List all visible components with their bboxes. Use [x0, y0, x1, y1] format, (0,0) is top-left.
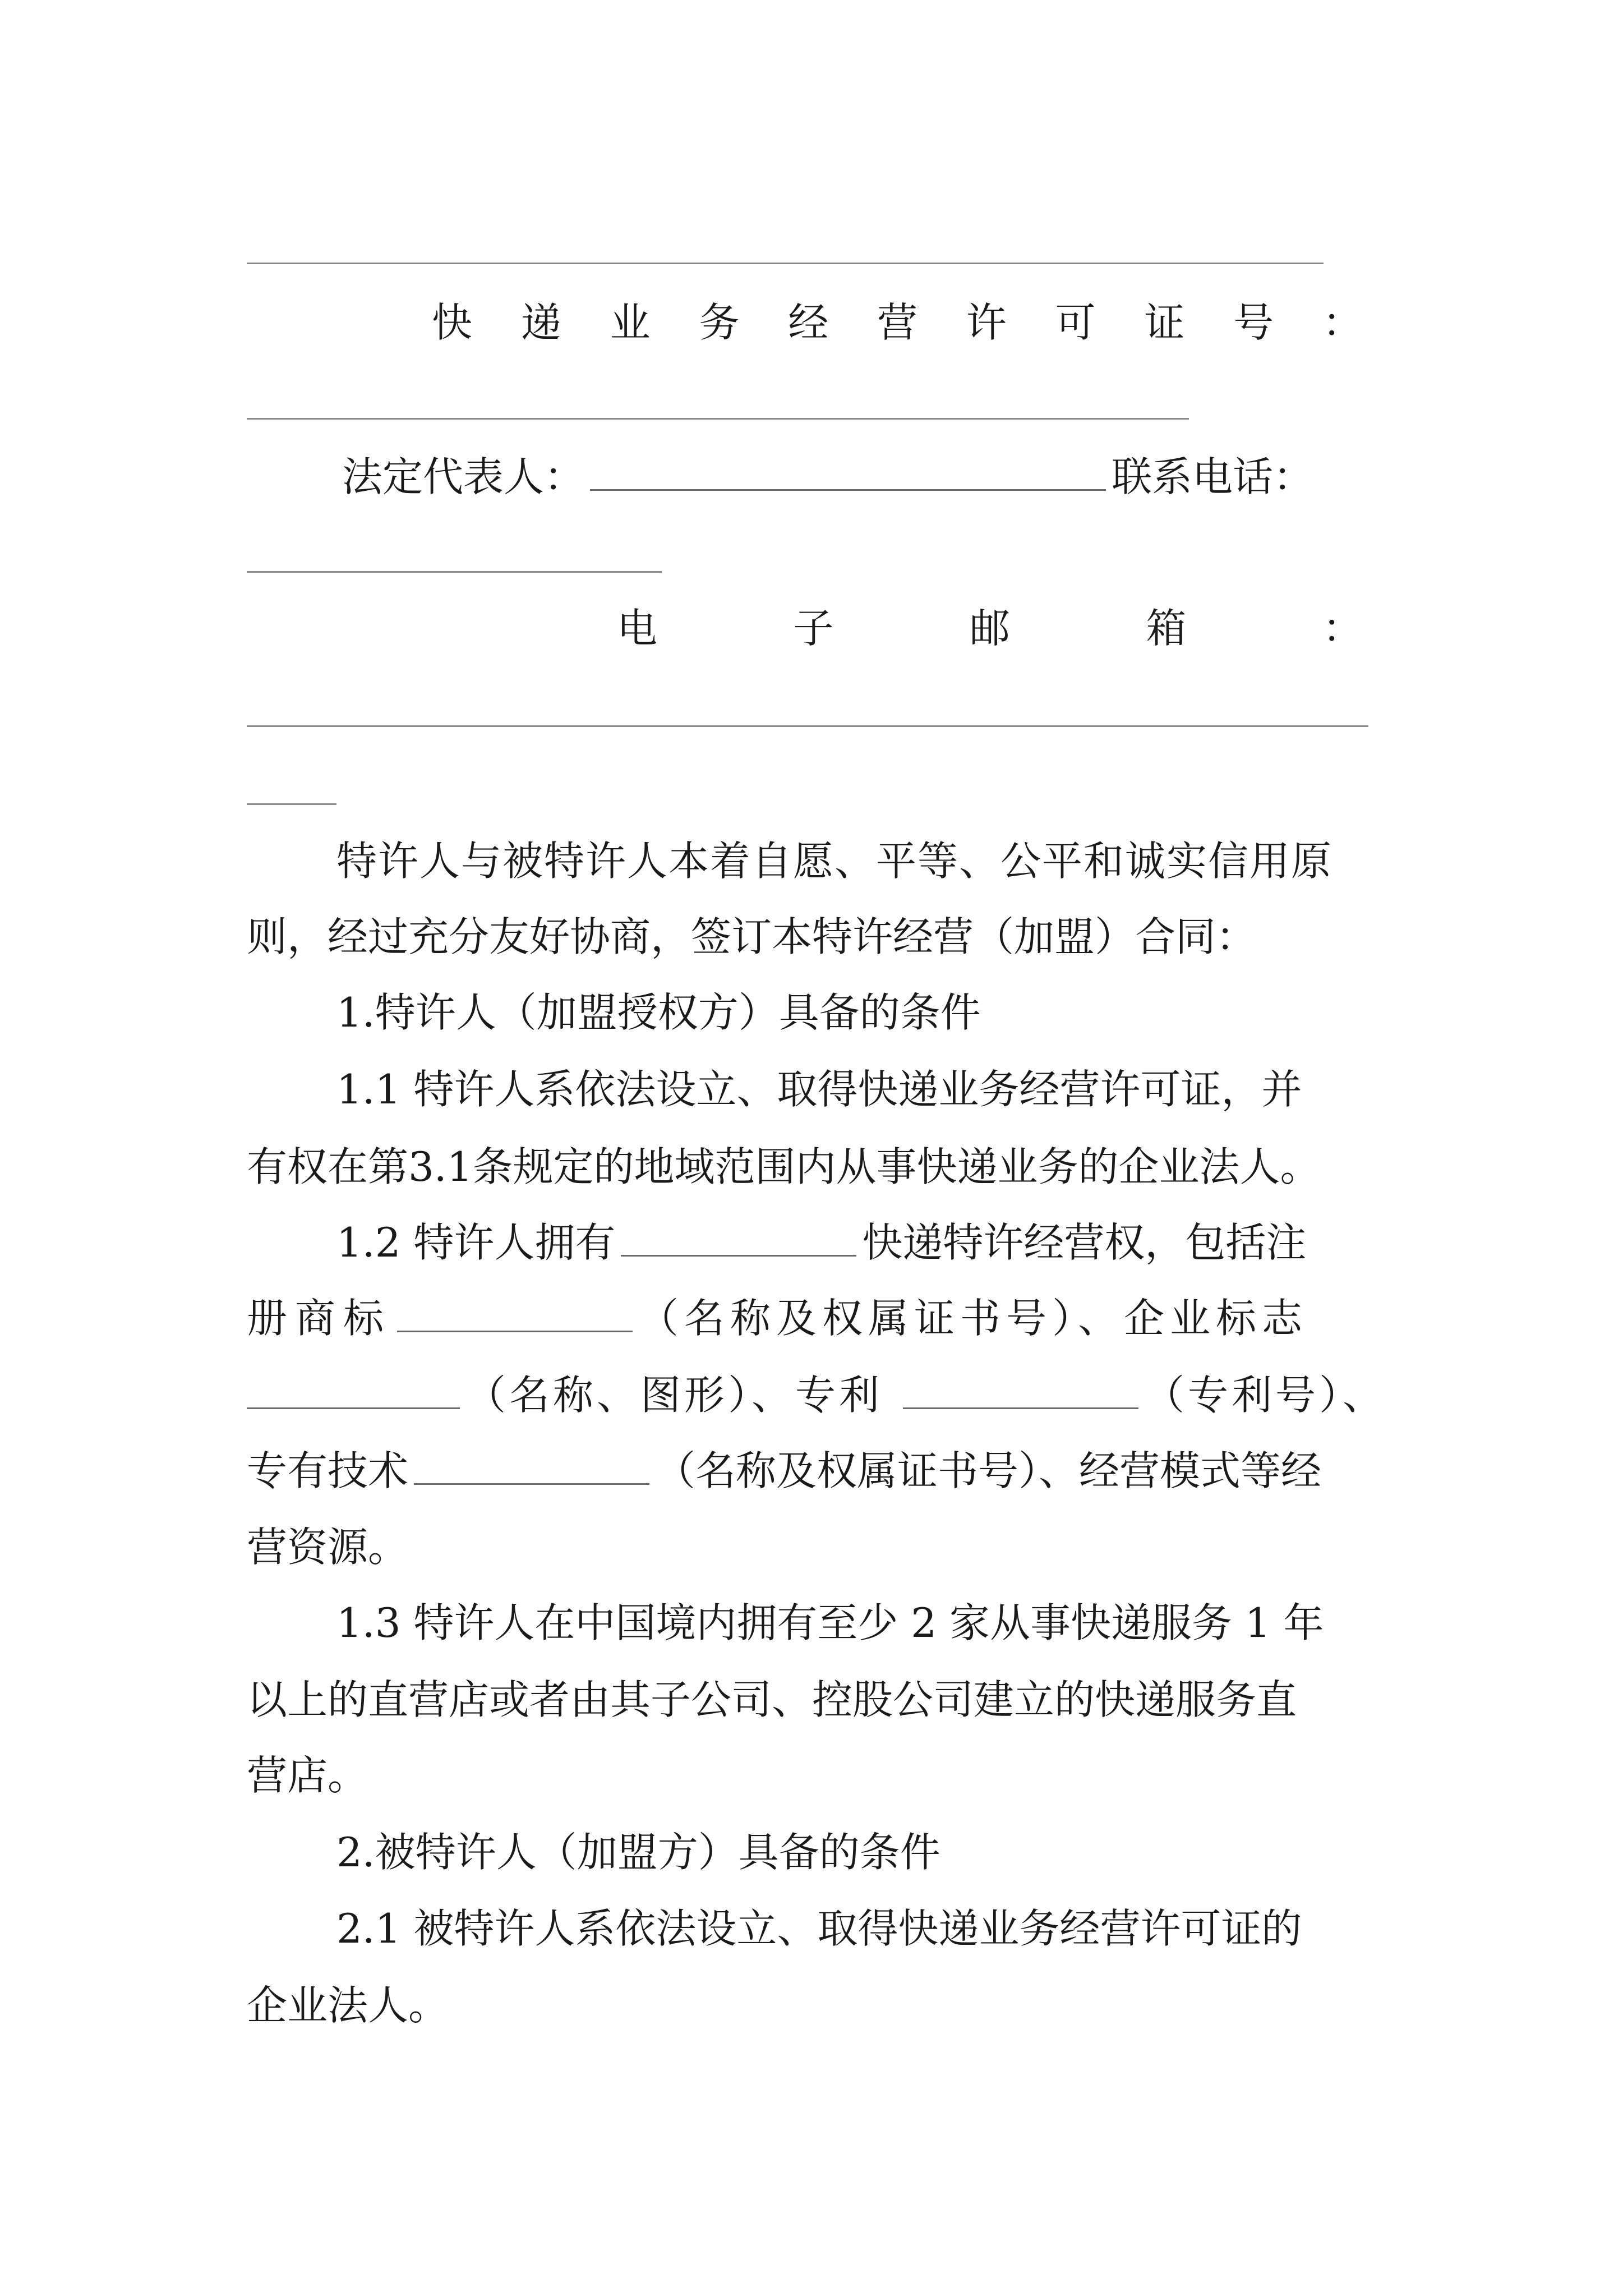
char: 营: [877, 299, 917, 346]
license-number-blank: [247, 418, 1189, 420]
s1-2-text: 快递特许经营权，包括注: [862, 1219, 1307, 1266]
s2-1-line-1: 2.1 被特许人系依法设立、取得快递业务经营许可证的: [336, 1905, 1302, 1952]
legal-rep-label: 法定代表人：: [342, 453, 585, 500]
patent-blank[interactable]: [903, 1367, 1138, 1409]
know-how-blank[interactable]: [414, 1443, 649, 1485]
license-number-label: [432, 295, 1363, 351]
s1-2-line-2: [247, 1290, 1391, 1346]
s1-2-line-4: [247, 1443, 1391, 1499]
s1-2-text: 1.2 特许人拥有: [336, 1219, 616, 1266]
s1-2-text: 专有技术: [247, 1447, 409, 1494]
s1-3-line-2: 以上的直营店或者由其子公司、控股公司建立的快递服务直: [247, 1676, 1297, 1723]
email-blank: [247, 725, 1368, 727]
s1-3-line-3: 营店。: [247, 1752, 368, 1799]
email-blank-tail: [247, 803, 336, 805]
intro-text-2: 则，经过充分友好协商，签订本特许经营（加盟）合同：: [247, 913, 1257, 960]
intro-text-1: 特许人与被特许人本着自愿、平等、公平和诚实信用原: [336, 838, 1333, 885]
s2-1-line-2: 企业法人。: [247, 1982, 449, 2029]
char: 务: [699, 299, 740, 346]
franchise-name-blank[interactable]: [621, 1214, 856, 1257]
s1-3-line-1: 1.3 特许人在中国境内拥有至少 2 家从事快递服务 1 年: [336, 1599, 1324, 1646]
section-2-heading: 2.被特许人（加盟方）具备的条件: [336, 1829, 940, 1876]
char: 证: [1144, 299, 1185, 346]
s1-2-text: 册商标: [247, 1295, 392, 1342]
logo-blank[interactable]: [247, 1367, 460, 1409]
char: ：: [1322, 299, 1363, 346]
char: ：: [1322, 605, 1363, 652]
phone-blank: [247, 571, 662, 573]
char: 邮: [969, 605, 1010, 652]
char: 许: [966, 299, 1007, 346]
intro-line-2: [247, 909, 1391, 965]
char: 递: [520, 299, 561, 346]
s1-2-text: （名称、图形）、专利: [465, 1372, 883, 1419]
char: 号: [1233, 299, 1274, 346]
s1-2-line-5: 营资源。: [247, 1524, 409, 1571]
trademark-blank[interactable]: [397, 1290, 633, 1332]
char: 可: [1055, 299, 1096, 346]
s1-1-line-1: 1.1 特许人系依法设立、取得快递业务经营许可证，并: [336, 1066, 1302, 1113]
top-rule: [247, 263, 1324, 264]
s1-1-line-2: 有权在第3.1条规定的地域范围内从事快递业务的企业法人。: [247, 1143, 1321, 1190]
char: 箱: [1146, 605, 1187, 652]
s1-2-text: （名称及权属证书号）、经营模式等经: [655, 1447, 1322, 1494]
legal-rep-line: [342, 449, 1391, 505]
intro-line-1: [336, 833, 1391, 889]
char: 子: [793, 605, 834, 652]
s1-2-line-1: [336, 1214, 1391, 1271]
char: 快: [432, 299, 473, 346]
legal-rep-blank[interactable]: [590, 449, 1106, 491]
s1-2-text: （名称及权属证书号）、企业标志: [638, 1295, 1308, 1342]
char: 经: [788, 299, 829, 346]
char: 业: [610, 299, 651, 346]
s1-2-text: （专利号）、: [1144, 1372, 1387, 1419]
section-1-heading: 1.特许人（加盟授权方）具备的条件: [336, 989, 981, 1036]
char: 电: [617, 605, 658, 652]
s1-2-line-3: [247, 1367, 1391, 1423]
email-label: [617, 600, 1363, 656]
phone-label: 联系电话：: [1112, 453, 1314, 500]
